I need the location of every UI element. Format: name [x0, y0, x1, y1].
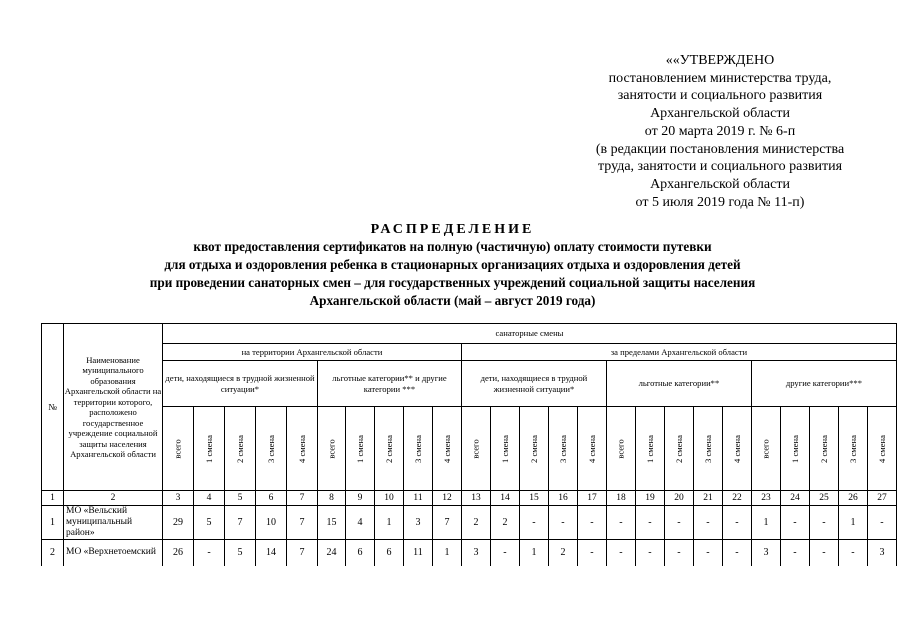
- quota-cell: -: [780, 506, 809, 540]
- header-subcolumn-label: 3 смена: [847, 434, 858, 463]
- quota-cell: 29: [163, 506, 194, 540]
- column-number: 17: [577, 491, 606, 506]
- approval-line: от 20 марта 2019 г. № 6-п: [644, 123, 796, 139]
- column-number: 11: [404, 491, 433, 506]
- column-number: 5: [225, 491, 256, 506]
- header-subcolumn: [635, 407, 664, 491]
- header-subcolumn-label: всего: [470, 438, 481, 459]
- header-subcolumn-label: 4 смена: [731, 434, 742, 463]
- quota-cell: -: [664, 540, 693, 566]
- header-subcolumn: [163, 407, 194, 491]
- header-subcolumn: [606, 407, 635, 491]
- column-number: 23: [751, 491, 780, 506]
- header-subcolumn-label: 1 смена: [204, 434, 214, 463]
- quota-cell: 1: [433, 540, 462, 566]
- quota-cell: 1: [519, 540, 548, 566]
- quota-cell: 14: [256, 540, 287, 566]
- header-subcolumn: [346, 407, 375, 491]
- quota-cell: -: [490, 540, 519, 566]
- header-subcolumn: [751, 407, 780, 491]
- quota-cell: 24: [318, 540, 346, 566]
- quota-table: [41, 323, 897, 566]
- quota-cell: -: [577, 540, 606, 566]
- column-number: 24: [780, 491, 809, 506]
- header-inside-privileged-other: льготные категории** и другие категории ***: [318, 361, 462, 407]
- quota-cell: 2: [548, 540, 577, 566]
- quota-cell: 4: [346, 506, 375, 540]
- header-subcolumn: [838, 407, 867, 491]
- quota-cell: 6: [346, 540, 375, 566]
- header-subcolumn-label: 4 смена: [586, 434, 597, 463]
- column-number: 22: [722, 491, 751, 506]
- header-subcolumn: [867, 407, 896, 491]
- quota-cell: -: [664, 506, 693, 540]
- approval-line: Архангельской области: [650, 106, 790, 122]
- subtitle-line: Архангельской области (май – август 2019 года): [309, 293, 596, 308]
- quota-cell: 1: [375, 506, 404, 540]
- table-row: [42, 540, 897, 566]
- approval-line: (в редакции постановления министерства: [595, 141, 845, 157]
- quota-cell: -: [780, 540, 809, 566]
- header-subcolumn: [519, 407, 548, 491]
- municipality-name: МО «Вельский муниципальный район»: [64, 506, 163, 540]
- approval-block: [555, 52, 885, 211]
- header-subcolumn: [780, 407, 809, 491]
- column-number: 16: [548, 491, 577, 506]
- header-subcolumn-label: 2 смена: [528, 434, 539, 463]
- column-number: 21: [693, 491, 722, 506]
- column-number: 25: [809, 491, 838, 506]
- quota-cell: 10: [256, 506, 287, 540]
- quota-cell: 2: [490, 506, 519, 540]
- column-number: 15: [519, 491, 548, 506]
- header-outside-region: за пределами Архангельской области: [461, 344, 896, 361]
- column-number: 8: [318, 491, 346, 506]
- header-no: №: [42, 324, 64, 491]
- quota-cell: 1: [838, 506, 867, 540]
- quota-cell: -: [722, 540, 751, 566]
- quota-cell: 15: [318, 506, 346, 540]
- header-subcolumn: [287, 407, 318, 491]
- column-number: 12: [433, 491, 462, 506]
- row-number: 2: [42, 540, 64, 566]
- quota-cell: 5: [194, 506, 225, 540]
- header-subcolumn-label: 4 смена: [876, 434, 887, 463]
- header-inside-difficult-situation: дети, находящиеся в трудной жизненной ситуации*: [163, 361, 318, 407]
- quota-cell: 1: [751, 506, 780, 540]
- document-subtitle: [0, 238, 905, 310]
- header-subcolumn-label: 3 смена: [413, 434, 423, 463]
- quota-cell: -: [519, 506, 548, 540]
- header-subcolumn: [256, 407, 287, 491]
- header-sanatorium-shifts: санаторные смены: [163, 324, 897, 344]
- column-number: 18: [606, 491, 635, 506]
- quota-cell: -: [577, 506, 606, 540]
- header-subcolumn: [693, 407, 722, 491]
- header-subcolumn: [194, 407, 225, 491]
- quota-cell: -: [548, 506, 577, 540]
- header-subcolumn: [375, 407, 404, 491]
- header-subcolumn-label: 4 смена: [441, 434, 452, 463]
- column-number: 13: [461, 491, 490, 506]
- header-subcolumn-label: 2 смена: [673, 434, 684, 463]
- quota-cell: 6: [375, 540, 404, 566]
- column-number: 10: [375, 491, 404, 506]
- header-subcolumn-label: всего: [615, 438, 626, 459]
- header-subcolumn-label: всего: [760, 438, 771, 459]
- quota-cell: -: [606, 540, 635, 566]
- quota-cell: -: [809, 506, 838, 540]
- quota-cell: -: [809, 540, 838, 566]
- approval-line: постановлением министерства труда,: [608, 70, 832, 86]
- approval-line: ««УТВЕРЖДЕНО: [665, 53, 775, 68]
- column-number: 9: [346, 491, 375, 506]
- column-number: 1: [42, 491, 64, 506]
- column-number: 20: [664, 491, 693, 506]
- quota-cell: -: [693, 506, 722, 540]
- column-number: 4: [194, 491, 225, 506]
- subtitle-line: квот предоставления сертификатов на полную (частичную) оплату стоимости путевки: [193, 239, 712, 254]
- quota-cell: -: [838, 540, 867, 566]
- quota-cell: 7: [433, 506, 462, 540]
- header-outside-other: другие категории***: [751, 361, 896, 407]
- quota-cell: -: [194, 540, 225, 566]
- quota-cell: -: [693, 540, 722, 566]
- header-subcolumn: [809, 407, 838, 491]
- subtitle-line: при проведении санаторных смен – для государственных учреждений социальной защиты населения: [149, 275, 756, 290]
- column-number: 3: [163, 491, 194, 506]
- header-subcolumn: [490, 407, 519, 491]
- column-number: 27: [867, 491, 896, 506]
- column-number: 6: [256, 491, 287, 506]
- quota-cell: -: [867, 506, 896, 540]
- header-subcolumn: [548, 407, 577, 491]
- header-outside-difficult-situation: дети, находящиеся в трудной жизненной ситуации*: [461, 361, 606, 407]
- document-title: РАСПРЕДЕЛЕНИЕ: [370, 222, 535, 237]
- header-subcolumn: [722, 407, 751, 491]
- header-subcolumn: [318, 407, 346, 491]
- quota-cell: 7: [287, 540, 318, 566]
- quota-cell: 3: [404, 506, 433, 540]
- header-subcolumn-label: 1 смена: [499, 434, 510, 463]
- quota-cell: 2: [461, 506, 490, 540]
- quota-cell: -: [722, 506, 751, 540]
- municipality-name: МО «Верхнетоемский: [64, 540, 163, 566]
- header-inside-region: на территории Архангельской области: [163, 344, 462, 361]
- header-subcolumn-label: 4 смена: [297, 434, 307, 463]
- header-subcolumn-label: всего: [172, 438, 183, 459]
- quota-cell: -: [635, 540, 664, 566]
- table-row: [42, 506, 897, 540]
- header-subcolumn: [225, 407, 256, 491]
- quota-cell: 3: [751, 540, 780, 566]
- header-subcolumn-label: 2 смена: [235, 434, 245, 463]
- header-subcolumn: [433, 407, 462, 491]
- header-subcolumn-label: 3 смена: [702, 434, 713, 463]
- quota-cell: 5: [225, 540, 256, 566]
- header-outside-privileged: льготные категории**: [606, 361, 751, 407]
- quota-cell: 7: [225, 506, 256, 540]
- row-number: 1: [42, 506, 64, 540]
- column-number: 19: [635, 491, 664, 506]
- header-subcolumn-label: 2 смена: [384, 434, 394, 463]
- subtitle-line: для отдыха и оздоровления ребенка в стационарных организациях отдыха и оздоровления детей: [164, 257, 741, 272]
- header-subcolumn-label: 1 смена: [644, 434, 655, 463]
- header-subcolumn-label: всего: [326, 438, 337, 459]
- header-subcolumn: [664, 407, 693, 491]
- approval-line: труда, занятости и социального развития: [597, 159, 843, 175]
- header-subcolumn-label: 3 смена: [557, 434, 568, 463]
- column-number: 7: [287, 491, 318, 506]
- approval-line: от 5 июля 2019 года № 11-п): [635, 194, 805, 210]
- quota-cell: 26: [163, 540, 194, 566]
- quota-cell: 3: [461, 540, 490, 566]
- header-subcolumn-label: 3 смена: [266, 434, 276, 463]
- quota-cell: 11: [404, 540, 433, 566]
- quota-cell: 3: [867, 540, 896, 566]
- header-municipality: Наименование муниципального образования Архангельской области на территории которого, расположено государственное учреждение социальной защиты населения Архангельской области: [64, 324, 163, 491]
- header-subcolumn-label: 2 смена: [818, 434, 829, 463]
- header-subcolumn: [577, 407, 606, 491]
- header-subcolumn: [404, 407, 433, 491]
- column-number: 26: [838, 491, 867, 506]
- header-subcolumn-label: 1 смена: [789, 434, 800, 463]
- column-number: 2: [64, 491, 163, 506]
- quota-cell: 7: [287, 506, 318, 540]
- approval-line: занятости и социального развития: [617, 88, 823, 104]
- quota-cell: -: [635, 506, 664, 540]
- column-number: 14: [490, 491, 519, 506]
- quota-cell: -: [606, 506, 635, 540]
- approval-line: Архангельской области: [650, 176, 790, 192]
- header-subcolumn-label: 1 смена: [355, 434, 365, 463]
- header-subcolumn: [461, 407, 490, 491]
